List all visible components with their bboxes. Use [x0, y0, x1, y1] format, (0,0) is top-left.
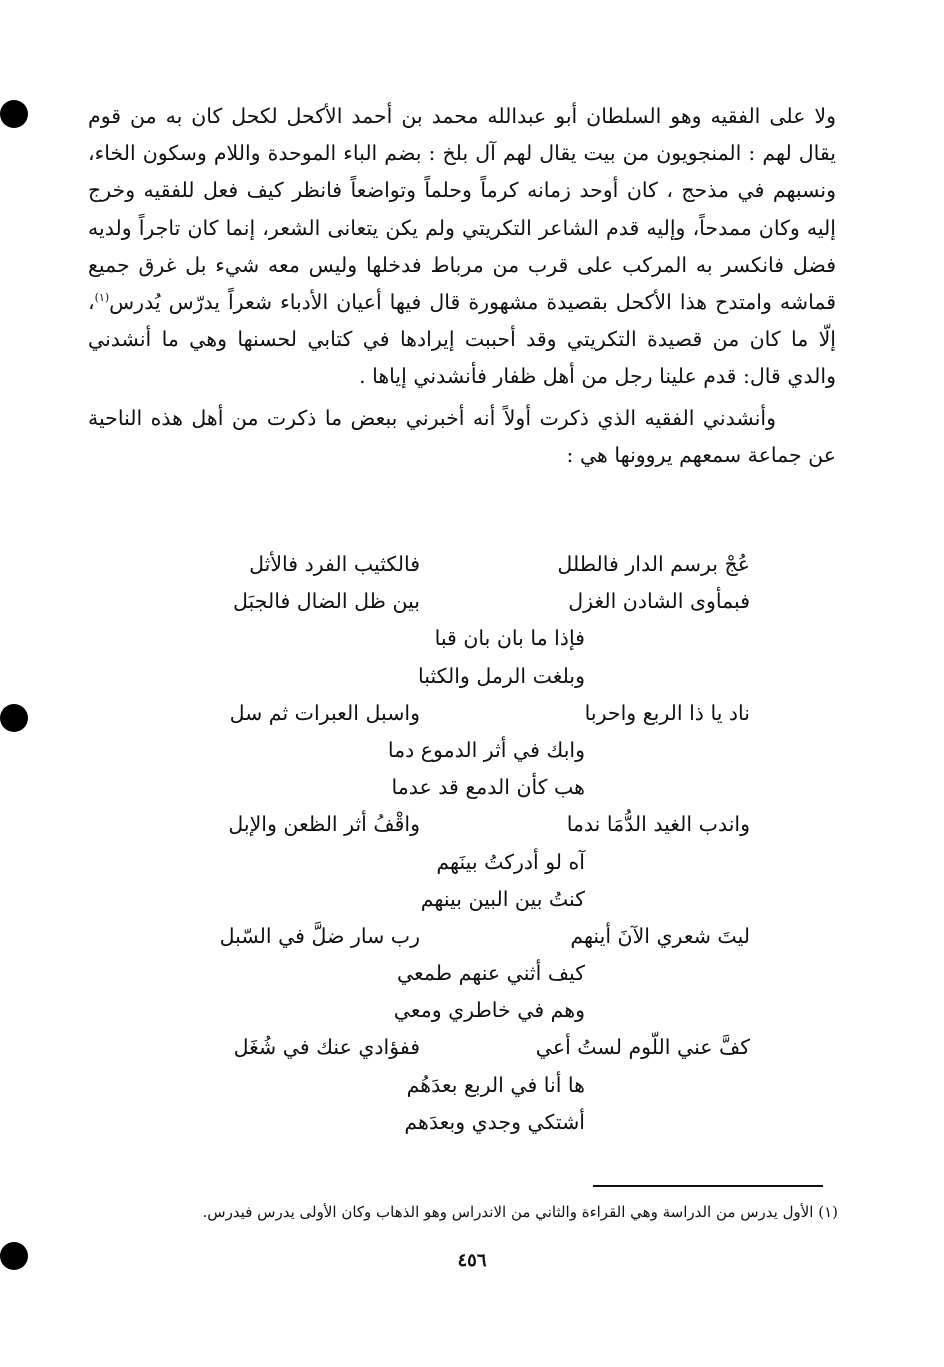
- hemistich-center: آه لو أدركتُ بينَهم: [436, 849, 585, 874]
- poem-line: [160, 732, 750, 769]
- hemistich-center: وهم في خاطري ومعي: [393, 998, 585, 1023]
- poem-line: [160, 1029, 750, 1066]
- poem-line: [160, 769, 750, 806]
- poem-line: [160, 1104, 750, 1141]
- poem-line: [160, 1067, 750, 1104]
- hemistich-center: كنتُ بين البين بينهم: [420, 886, 585, 911]
- hemistich-center: وابك في أثر الدموع دما: [387, 737, 585, 762]
- poem-line: [160, 695, 750, 732]
- hemistich-right: فبمأوى الشادن الغزل: [568, 589, 750, 614]
- poem-line: [160, 955, 750, 992]
- poem-line: [160, 583, 750, 620]
- poem-line: [160, 806, 750, 843]
- paragraph-1: [88, 98, 836, 396]
- hemistich-left: واسبل العبرات ثم سل: [229, 700, 420, 725]
- hemistich-left: واقْفُ أثر الظعن والإبل: [228, 812, 420, 837]
- poem-line: [160, 918, 750, 955]
- binder-hole-top: [0, 100, 28, 128]
- hemistich-center: كيف أثني عنهم طمعي: [396, 961, 585, 986]
- poem-line: [160, 620, 750, 657]
- binder-hole-middle: [0, 704, 28, 732]
- hemistich-right: ناد يا ذا الربع واحربا: [584, 700, 750, 725]
- hemistich-right: ليتَ شعري الآنَ أينهم: [570, 923, 750, 948]
- poem-line: [160, 844, 750, 881]
- hemistich-center: وبلغت الرمل والكثبا: [418, 663, 585, 688]
- hemistich-center: هب كأن الدمع قد عدما: [391, 775, 585, 800]
- hemistich-left: ففؤادي عنك في شُغَل: [233, 1035, 420, 1060]
- hemistich-left: بين ظل الضال فالجبَل: [233, 589, 420, 614]
- hemistich-left: رب سار ضلَّ في السّبل: [219, 923, 420, 948]
- hemistich-center: ها أنا في الربع بعدَهُم: [406, 1072, 585, 1097]
- poem-line: [160, 658, 750, 695]
- hemistich-center: أشتكي وجدي وبعدَهم: [404, 1109, 585, 1134]
- hemistich-center: فإذا ما بان بان قبا: [434, 626, 585, 651]
- poem-line: [160, 546, 750, 583]
- body-text: [88, 98, 836, 474]
- paragraph-2: وأنشدني الفقيه الذي ذكرت أولاً أنه أخبرني ببعض ما ذكرت من أهل هذه الناحية عن جماعة سمعهم يروونها هي :: [88, 405, 836, 467]
- footnote: (١) الأول يدرس من الدراسة وهي القراءة والثاني من الاندراس وهو الذهاب وكان الأولى يدرس فيدرس.: [202, 1203, 838, 1221]
- page-number: ٤٥٦: [457, 1250, 487, 1271]
- hemistich-left: فالكثيب الفرد فالأثل: [249, 552, 420, 576]
- poem: [160, 546, 750, 1141]
- paragraph-1-end: ، إلّا ما كان من قصيدة التكريتي وقد أحببت إيرادها في كتابي لحسنها وهي ما أنشدني والدي قال: قدم علينا رجل من أهل ظفار فأنشدني إياها .: [88, 290, 836, 389]
- footnote-reference: (١): [94, 291, 110, 305]
- footnote-divider: [593, 1185, 823, 1187]
- poem-line: [160, 992, 750, 1029]
- hemistich-right: كفَّ عني اللّوم لستُ أعي: [535, 1035, 750, 1060]
- poem-line: [160, 881, 750, 918]
- hemistich-right: عُجْ برسم الدار فالطلل: [557, 552, 750, 576]
- hemistich-right: واندب الغيد الدُّمَا ندما: [566, 812, 750, 837]
- paragraph-1-text: ولا على الفقيه وهو السلطان أبو عبدالله محمد بن أحمد الأكحل لكحل كان به من قوم يقال لهم : المنجويون من بيت يقال لهم آل بلخ : بضم الباء الموحدة واللام وسكون الخاء، ونسبهم في مذحج ، كان أوحد زمانه كرماً وحلماً وتواضعاً فانظر كيف فعل للفقيه وخرج إليه وكان ممدحاً، وإليه قدم الشاعر التكريتي ولم يكن يتعانى الشعر، إنما كان تاجراً ولديه فضل فانكسر به المركب على قرب من مرباط فدخلها وليس معه شيء بل غرق جميع قماشه وامتدح هذا الأكحل بقصيدة مشهورة قال فيها أعيان الأدباء شعراً يدرّس يُدرس: [88, 104, 836, 315]
